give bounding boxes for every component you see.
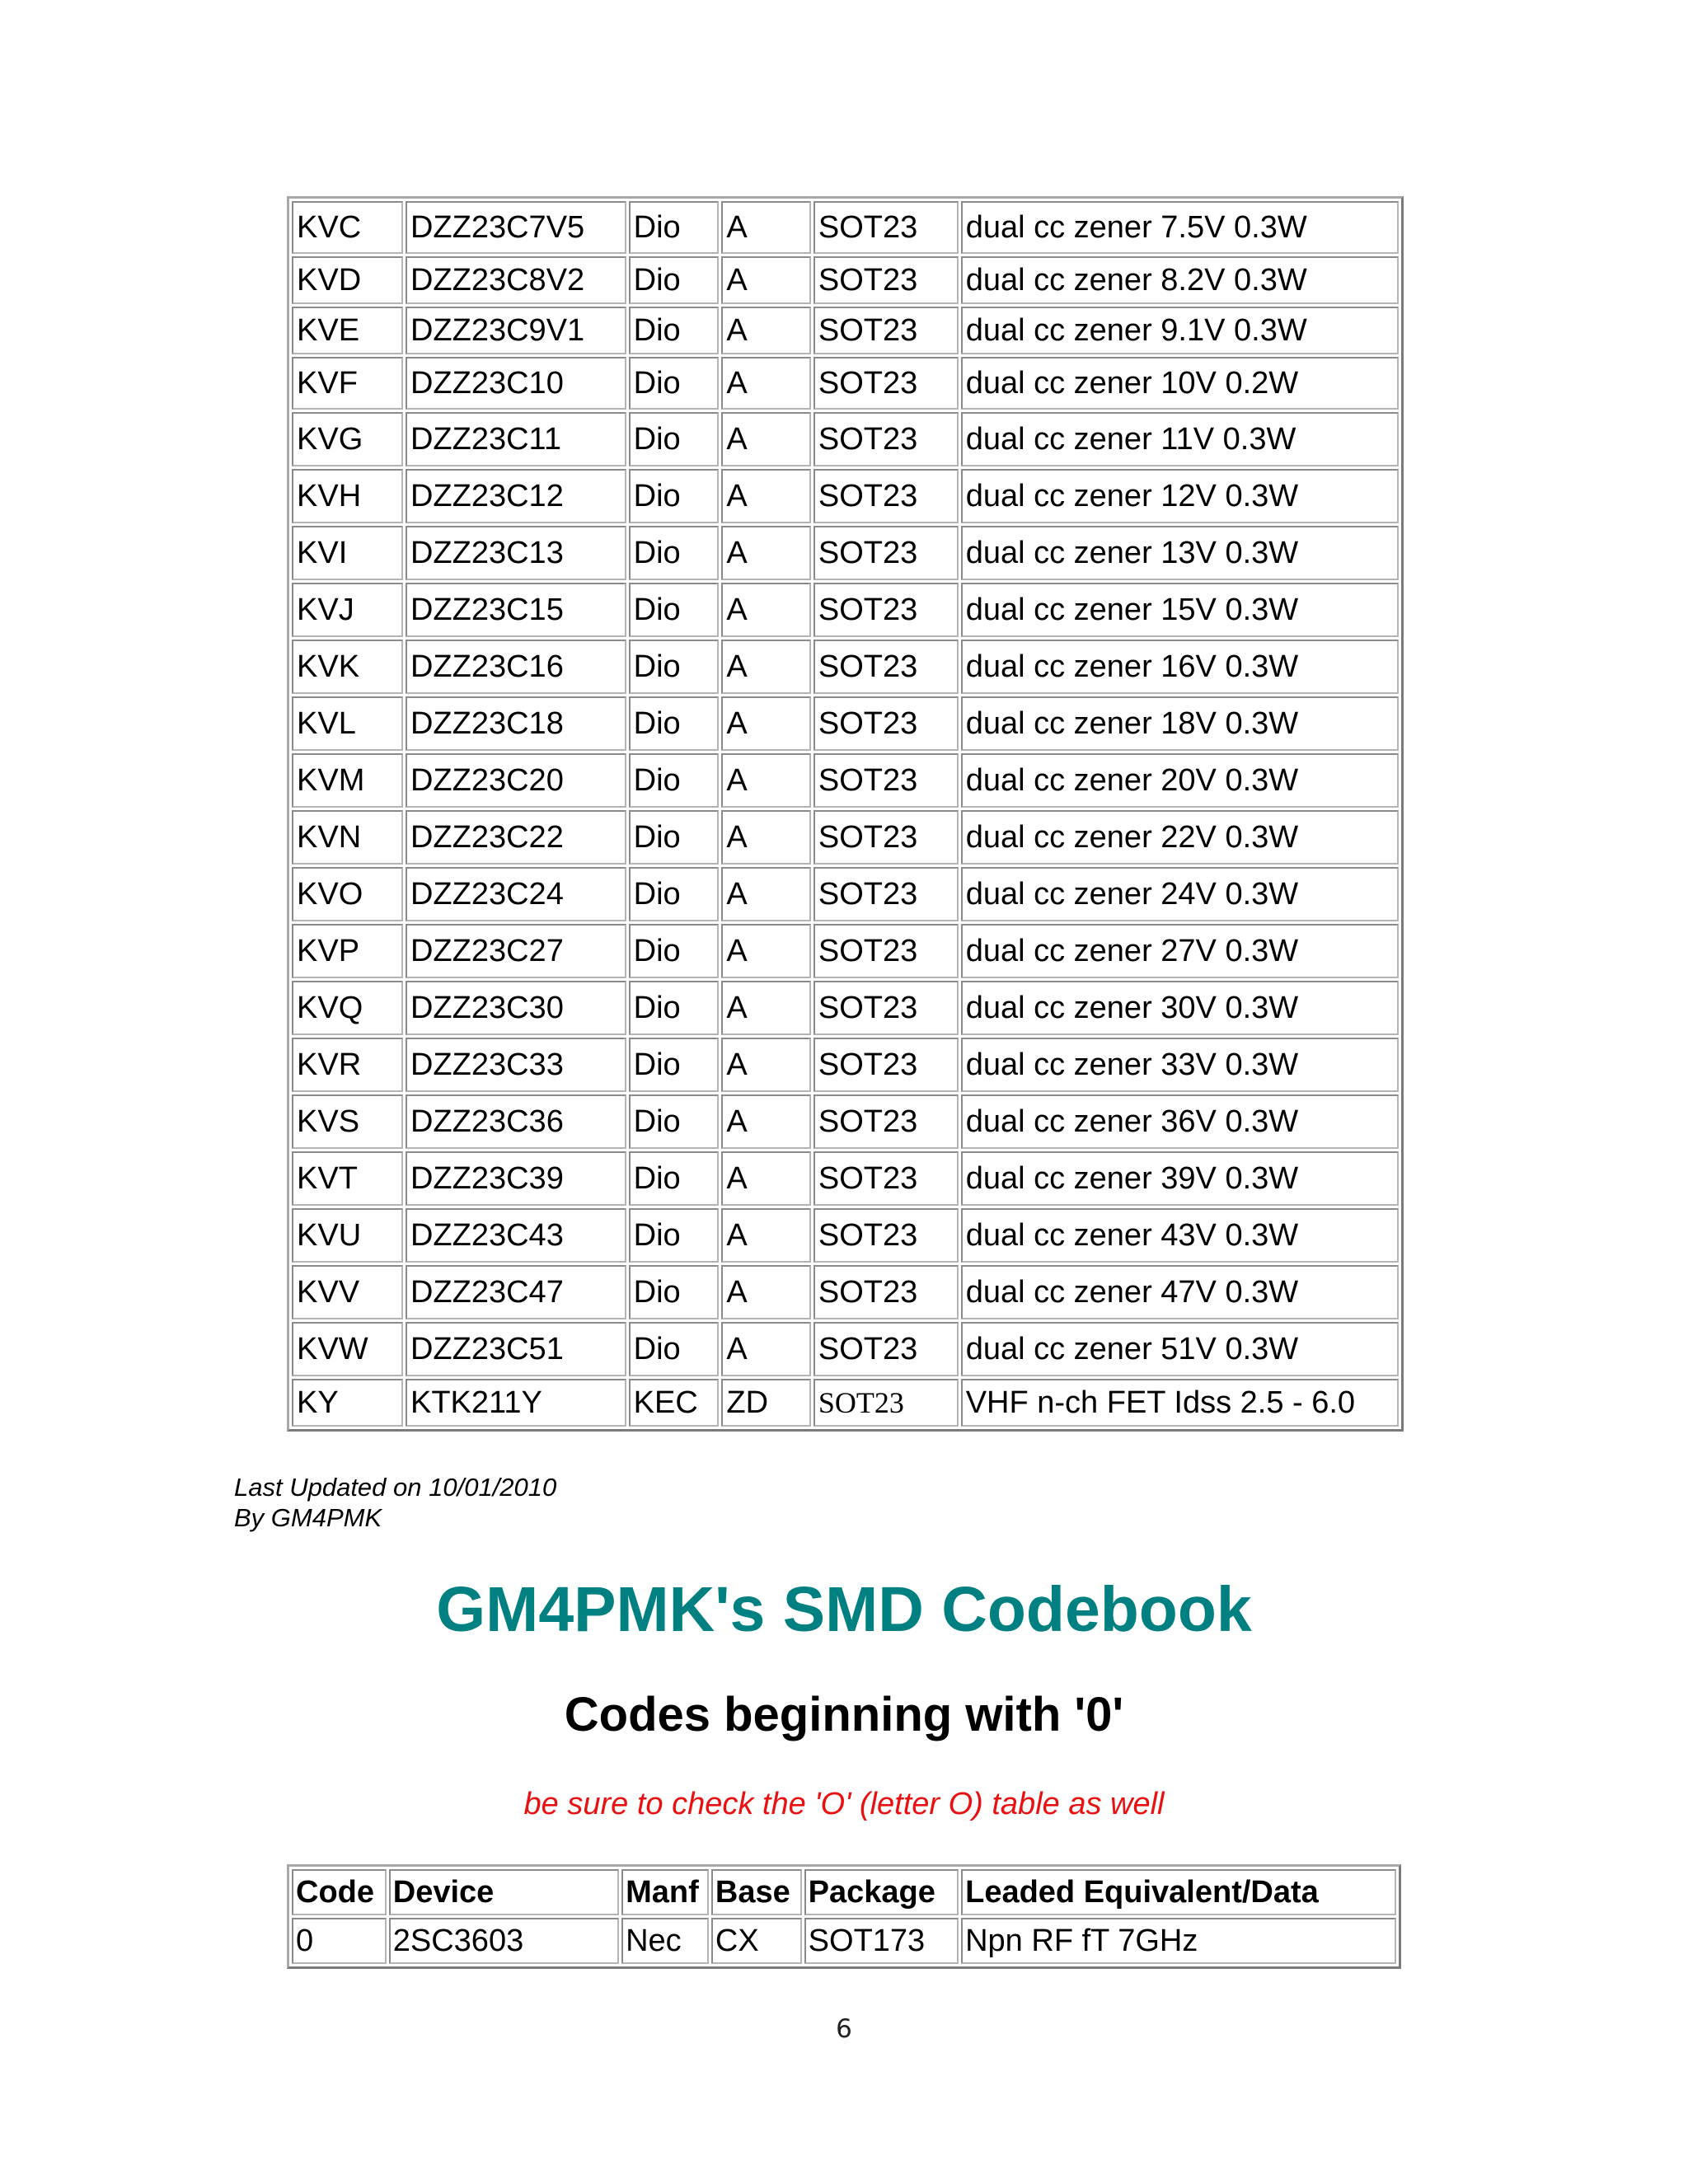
cell-data: dual cc zener 51V 0.3W	[961, 1322, 1399, 1376]
cell-code: KVG	[292, 412, 403, 466]
cell-data: dual cc zener 20V 0.3W	[961, 753, 1399, 808]
cell-code: KVJ	[292, 583, 403, 637]
cell-manf: Dio	[629, 1038, 720, 1092]
table-body	[292, 201, 1399, 1427]
cell-device: DZZ23C9V1	[406, 307, 626, 354]
cell-base: A	[721, 469, 810, 523]
cell-device: DZZ23C13	[406, 526, 626, 580]
cell-package: SOT23	[814, 867, 959, 921]
cell-code: KVP	[292, 924, 403, 978]
table-row	[292, 1265, 1399, 1319]
cell-package: SOT23	[814, 256, 959, 304]
table-row	[292, 357, 1399, 410]
cell-manf: Dio	[629, 201, 720, 254]
cell-base: A	[721, 1208, 810, 1263]
cell-base: A	[721, 981, 810, 1035]
cell-manf: Dio	[629, 1094, 720, 1149]
cell-base: A	[721, 696, 810, 751]
cell-data: dual cc zener 43V 0.3W	[961, 1208, 1399, 1263]
cell-code: KVI	[292, 526, 403, 580]
column-header-manf: Manf	[621, 1869, 709, 1915]
table-row	[292, 981, 1399, 1035]
column-header-code: Code	[292, 1869, 387, 1915]
cell-code: KVH	[292, 469, 403, 523]
cell-package: SOT23	[814, 307, 959, 354]
cell-base: A	[721, 1151, 810, 1206]
cell-code: KVN	[292, 810, 403, 865]
cell-device: DZZ23C7V5	[406, 201, 626, 254]
table-row	[292, 469, 1399, 523]
table-row	[292, 526, 1399, 580]
cell-package: SOT23	[814, 696, 959, 751]
table-row	[292, 1208, 1399, 1263]
section-heading: Codes beginning with '0'	[564, 1688, 1124, 1741]
cell-device: DZZ23C24	[406, 867, 626, 921]
cell-device: 2SC3603	[389, 1918, 619, 1964]
cell-device: DZZ23C10	[406, 357, 626, 410]
cell-code: KVK	[292, 640, 403, 694]
cell-device: DZZ23C22	[406, 810, 626, 865]
cell-manf: Dio	[629, 1265, 720, 1319]
author-credit: By GM4PMK	[234, 1503, 382, 1532]
cell-code: KVT	[292, 1151, 403, 1206]
cell-code: KVM	[292, 753, 403, 808]
table-row	[292, 753, 1399, 808]
cell-data: dual cc zener 22V 0.3W	[961, 810, 1399, 865]
cell-base: A	[721, 357, 810, 410]
cell-data: dual cc zener 16V 0.3W	[961, 640, 1399, 694]
cell-package: SOT23	[814, 981, 959, 1035]
cell-manf: Dio	[629, 1208, 720, 1263]
cell-data: dual cc zener 36V 0.3W	[961, 1094, 1399, 1149]
cell-package: SOT23	[814, 357, 959, 410]
cell-data: dual cc zener 9.1V 0.3W	[961, 307, 1399, 354]
cell-device: DZZ23C8V2	[406, 256, 626, 304]
cell-code: KVD	[292, 256, 403, 304]
cell-package: SOT23	[814, 810, 959, 865]
table-row	[292, 1322, 1399, 1376]
cell-base: A	[721, 201, 810, 254]
table-row	[292, 412, 1399, 466]
cell-manf: Dio	[629, 256, 720, 304]
cell-manf: Dio	[629, 753, 720, 808]
cell-data: VHF n-ch FET Idss 2.5 - 6.0	[961, 1379, 1399, 1427]
cell-manf: Dio	[629, 981, 720, 1035]
cell-package: SOT23	[814, 1094, 959, 1149]
cell-device: DZZ23C16	[406, 640, 626, 694]
cell-manf: Dio	[629, 412, 720, 466]
cell-data: dual cc zener 12V 0.3W	[961, 469, 1399, 523]
cell-base: A	[721, 810, 810, 865]
cell-code: KVS	[292, 1094, 403, 1149]
cell-base: A	[721, 256, 810, 304]
table-row	[292, 1151, 1399, 1206]
table-row	[292, 201, 1399, 254]
table-row	[292, 1918, 1396, 1964]
cell-device: DZZ23C20	[406, 753, 626, 808]
cell-data: dual cc zener 47V 0.3W	[961, 1265, 1399, 1319]
cell-device: DZZ23C27	[406, 924, 626, 978]
cell-manf: Dio	[629, 526, 720, 580]
last-updated-note	[234, 1472, 556, 1533]
cell-manf: Dio	[629, 1151, 720, 1206]
cell-data: dual cc zener 7.5V 0.3W	[961, 201, 1399, 254]
cell-base: A	[721, 307, 810, 354]
cell-device: DZZ23C43	[406, 1208, 626, 1263]
cell-package: SOT23	[814, 640, 959, 694]
cell-manf: Dio	[629, 1322, 720, 1376]
cell-manf: Dio	[629, 867, 720, 921]
column-header-package: Package	[804, 1869, 959, 1915]
cell-code: KVC	[292, 201, 403, 254]
cell-device: DZZ23C18	[406, 696, 626, 751]
cell-package: SOT23	[814, 1322, 959, 1376]
cell-package: SOT173	[804, 1918, 959, 1964]
table-row	[292, 1379, 1399, 1427]
cell-manf: Dio	[629, 640, 720, 694]
cell-data: dual cc zener 27V 0.3W	[961, 924, 1399, 978]
page-title: GM4PMK's SMD Codebook	[436, 1574, 1252, 1645]
table-row	[292, 256, 1399, 304]
cell-code: KVR	[292, 1038, 403, 1092]
table-row	[292, 640, 1399, 694]
table-row	[292, 924, 1399, 978]
codes-table-0	[287, 1864, 1401, 1969]
cell-device: DZZ23C12	[406, 469, 626, 523]
cell-base: A	[721, 412, 810, 466]
cell-base: A	[721, 1322, 810, 1376]
cell-base: A	[721, 867, 810, 921]
cell-device: DZZ23C15	[406, 583, 626, 637]
cell-code: KVQ	[292, 981, 403, 1035]
cell-data: dual cc zener 33V 0.3W	[961, 1038, 1399, 1092]
cell-package: SOT23	[814, 1038, 959, 1092]
cell-data: dual cc zener 15V 0.3W	[961, 583, 1399, 637]
cell-manf: Dio	[629, 924, 720, 978]
cell-data: dual cc zener 30V 0.3W	[961, 981, 1399, 1035]
table-header-row	[292, 1869, 1396, 1915]
cell-device: DZZ23C30	[406, 981, 626, 1035]
cell-data: dual cc zener 11V 0.3W	[961, 412, 1399, 466]
cell-data: dual cc zener 8.2V 0.3W	[961, 256, 1399, 304]
cell-code: KY	[292, 1379, 403, 1427]
table-row	[292, 1038, 1399, 1092]
cell-code: 0	[292, 1918, 387, 1964]
cell-base: A	[721, 1265, 810, 1319]
cell-package: SOT23	[814, 583, 959, 637]
cell-data: dual cc zener 13V 0.3W	[961, 526, 1399, 580]
cell-manf: Dio	[629, 810, 720, 865]
cell-data: dual cc zener 18V 0.3W	[961, 696, 1399, 751]
cell-package: SOT23	[814, 412, 959, 466]
table-row	[292, 810, 1399, 865]
cell-manf: Dio	[629, 469, 720, 523]
cell-code: KVW	[292, 1322, 403, 1376]
cell-base: A	[721, 753, 810, 808]
cell-code: KVU	[292, 1208, 403, 1263]
table-row	[292, 307, 1399, 354]
cell-package: SOT23	[814, 1208, 959, 1263]
cell-manf: Dio	[629, 357, 720, 410]
cell-device: DZZ23C11	[406, 412, 626, 466]
last-updated-date: Last Updated on 10/01/2010	[234, 1473, 557, 1502]
cell-package: SOT23	[814, 526, 959, 580]
component-table-continued	[287, 196, 1404, 1432]
cell-package: SOT23	[814, 1379, 959, 1427]
cell-package: SOT23	[814, 753, 959, 808]
column-header-base: Base	[711, 1869, 802, 1915]
cell-code: KVL	[292, 696, 403, 751]
cell-manf: Nec	[621, 1918, 709, 1964]
cell-manf: Dio	[629, 307, 720, 354]
cell-package: SOT23	[814, 469, 959, 523]
cell-device: KTK211Y	[406, 1379, 626, 1427]
cell-package: SOT23	[814, 1151, 959, 1206]
warning-note: be sure to check the 'O' (letter O) table as well	[523, 1787, 1165, 1821]
cell-base: ZD	[721, 1379, 810, 1427]
cell-base: A	[721, 640, 810, 694]
table-row	[292, 583, 1399, 637]
cell-device: DZZ23C36	[406, 1094, 626, 1149]
cell-data: Npn RF fT 7GHz	[961, 1918, 1396, 1964]
cell-code: KVV	[292, 1265, 403, 1319]
page-number: 6	[836, 2014, 852, 2044]
cell-data: dual cc zener 24V 0.3W	[961, 867, 1399, 921]
cell-base: A	[721, 583, 810, 637]
cell-code: KVF	[292, 357, 403, 410]
cell-device: DZZ23C51	[406, 1322, 626, 1376]
cell-base: A	[721, 526, 810, 580]
cell-package: SOT23	[814, 924, 959, 978]
cell-device: DZZ23C47	[406, 1265, 626, 1319]
cell-data: dual cc zener 39V 0.3W	[961, 1151, 1399, 1206]
cell-base: A	[721, 924, 810, 978]
cell-data: dual cc zener 10V 0.2W	[961, 357, 1399, 410]
cell-package: SOT23	[814, 1265, 959, 1319]
cell-base: A	[721, 1038, 810, 1092]
cell-device: DZZ23C39	[406, 1151, 626, 1206]
table-row	[292, 867, 1399, 921]
cell-code: KVO	[292, 867, 403, 921]
cell-device: DZZ23C33	[406, 1038, 626, 1092]
cell-manf: KEC	[629, 1379, 720, 1427]
cell-manf: Dio	[629, 696, 720, 751]
cell-package: SOT23	[814, 201, 959, 254]
column-header-data: Leaded Equivalent/Data	[961, 1869, 1396, 1915]
cell-base: CX	[711, 1918, 802, 1964]
table-row	[292, 696, 1399, 751]
column-header-device: Device	[389, 1869, 619, 1915]
cell-code: KVE	[292, 307, 403, 354]
table-row	[292, 1094, 1399, 1149]
cell-base: A	[721, 1094, 810, 1149]
cell-manf: Dio	[629, 583, 720, 637]
